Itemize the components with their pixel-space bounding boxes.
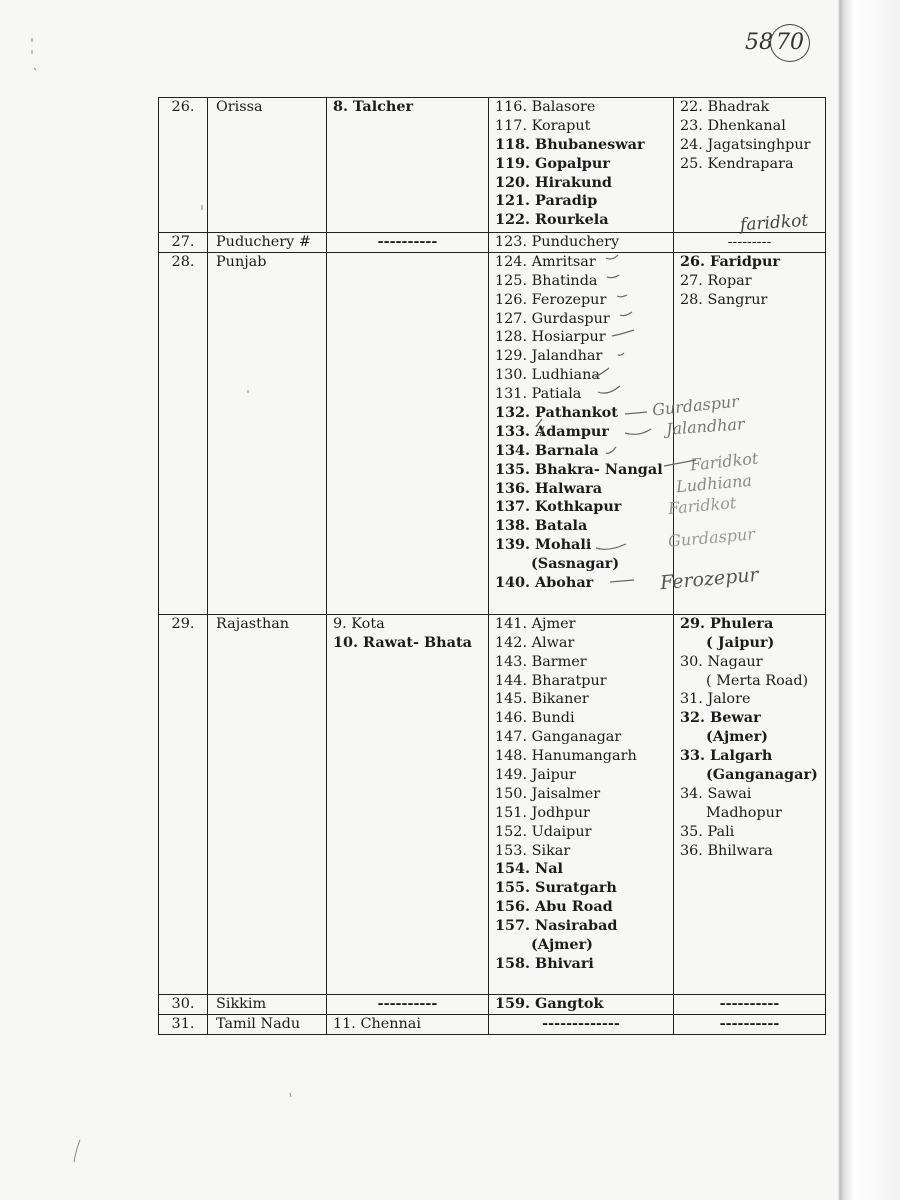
table-row: [159, 994, 826, 1014]
col5-cell: ----------: [674, 1014, 826, 1034]
page-number-circled: 70: [770, 24, 810, 62]
col3-cell: 11. Chennai: [327, 1014, 489, 1034]
table-row: [159, 98, 826, 233]
col5-cell: 26. Faridpur 27. Ropar 28. Sangrur: [674, 252, 826, 614]
col4-cell: 116. Balasore 117. Koraput 118. Bhubaneswar 119. Gopalpur 120. Hirakund 121. Paradip 122. Rourkela: [489, 98, 674, 233]
col3-cell: ----------: [327, 994, 489, 1014]
state-cell: Puduchery #: [208, 233, 327, 253]
scan-speck: [74, 1140, 80, 1162]
row-number-cell: 29.: [159, 614, 208, 994]
page-number-handwritten: [745, 30, 835, 70]
col4-cell: 141. Ajmer 142. Alwar 143. Barmer 144. Bharatpur 145. Bikaner 146. Bundi 147. Ganganagar 148. Hanumangarh 149. Jaipur 150. Jaisalmer 151. Jodhpur 152. Udaipur 153. Sikar 154. Nal 155. Suratgarh 156. Abu Road 157. Nasirabad (Ajmer) 158. Bhivari: [489, 614, 674, 994]
row-number-cell: 28.: [159, 252, 208, 614]
handwritten-note: Jalandhar: [665, 414, 746, 439]
table-row: [159, 233, 826, 253]
handwritten-note: Gurdaspur: [651, 391, 740, 420]
table-row: [159, 614, 826, 994]
handwritten-note: Faridkot: [689, 448, 760, 475]
handwritten-note: Ludhiana: [675, 470, 753, 497]
state-cell: Tamil Nadu: [208, 1014, 327, 1034]
scan-right-edge: [838, 0, 900, 1200]
state-cell: Rajasthan: [208, 614, 327, 994]
col5-cell: ---------: [674, 233, 826, 253]
col5-cell: ----------: [674, 994, 826, 1014]
row-number-cell: 31.: [159, 1014, 208, 1034]
row-number-cell: 27.: [159, 233, 208, 253]
col5-cell: 22. Bhadrak 23. Dhenkanal 24. Jagatsinghpur 25. Kendrapara: [674, 98, 826, 233]
col3-cell: ----------: [327, 233, 489, 253]
scan-speck: [290, 1093, 291, 1097]
handwritten-note: Ferozepur: [659, 563, 760, 595]
handwritten-note: Faridkot: [667, 493, 738, 518]
handwritten-note: Gurdaspur: [667, 524, 756, 551]
state-cell: Sikkim: [208, 994, 327, 1014]
state-cell: Orissa: [208, 98, 327, 233]
handwritten-note: faridkot: [739, 210, 809, 236]
col4-cell: 123. Punduchery: [489, 233, 674, 253]
col4-cell: -------------: [489, 1014, 674, 1034]
col4-cell: 159. Gangtok: [489, 994, 674, 1014]
page-number-outer: 58: [745, 30, 773, 55]
col3-cell: [327, 252, 489, 614]
col3-cell: 8. Talcher: [327, 98, 489, 233]
col3-cell: 9. Kota 10. Rawat- Bhata: [327, 614, 489, 994]
row-number-cell: 26.: [159, 98, 208, 233]
table-row: [159, 1014, 826, 1034]
state-cell: Punjab: [208, 252, 327, 614]
col4-cell: 124. Amritsar 125. Bhatinda 126. Ferozepur 127. Gurdaspur 128. Hosiarpur 129. Jalandhar 130. Ludhiana 131. Patiala 132. Pathankot 133. Adampur 134. Barnala 135. Bhakra- Nangal 136. Halwara 137. Kothkapur 138. Batala 139. Mohali (Sasnagar) 140. Abohar: [489, 252, 674, 614]
scan-speck: [32, 38, 36, 70]
row-number-cell: 30.: [159, 994, 208, 1014]
col5-cell: 29. Phulera ( Jaipur) 30. Nagaur ( Merta Road) 31. Jalore 32. Bewar (Ajmer) 33. Lalgarh (Ganganagar) 34. Sawai Madhopur 35. Pali 36. Bhilwara: [674, 614, 826, 994]
